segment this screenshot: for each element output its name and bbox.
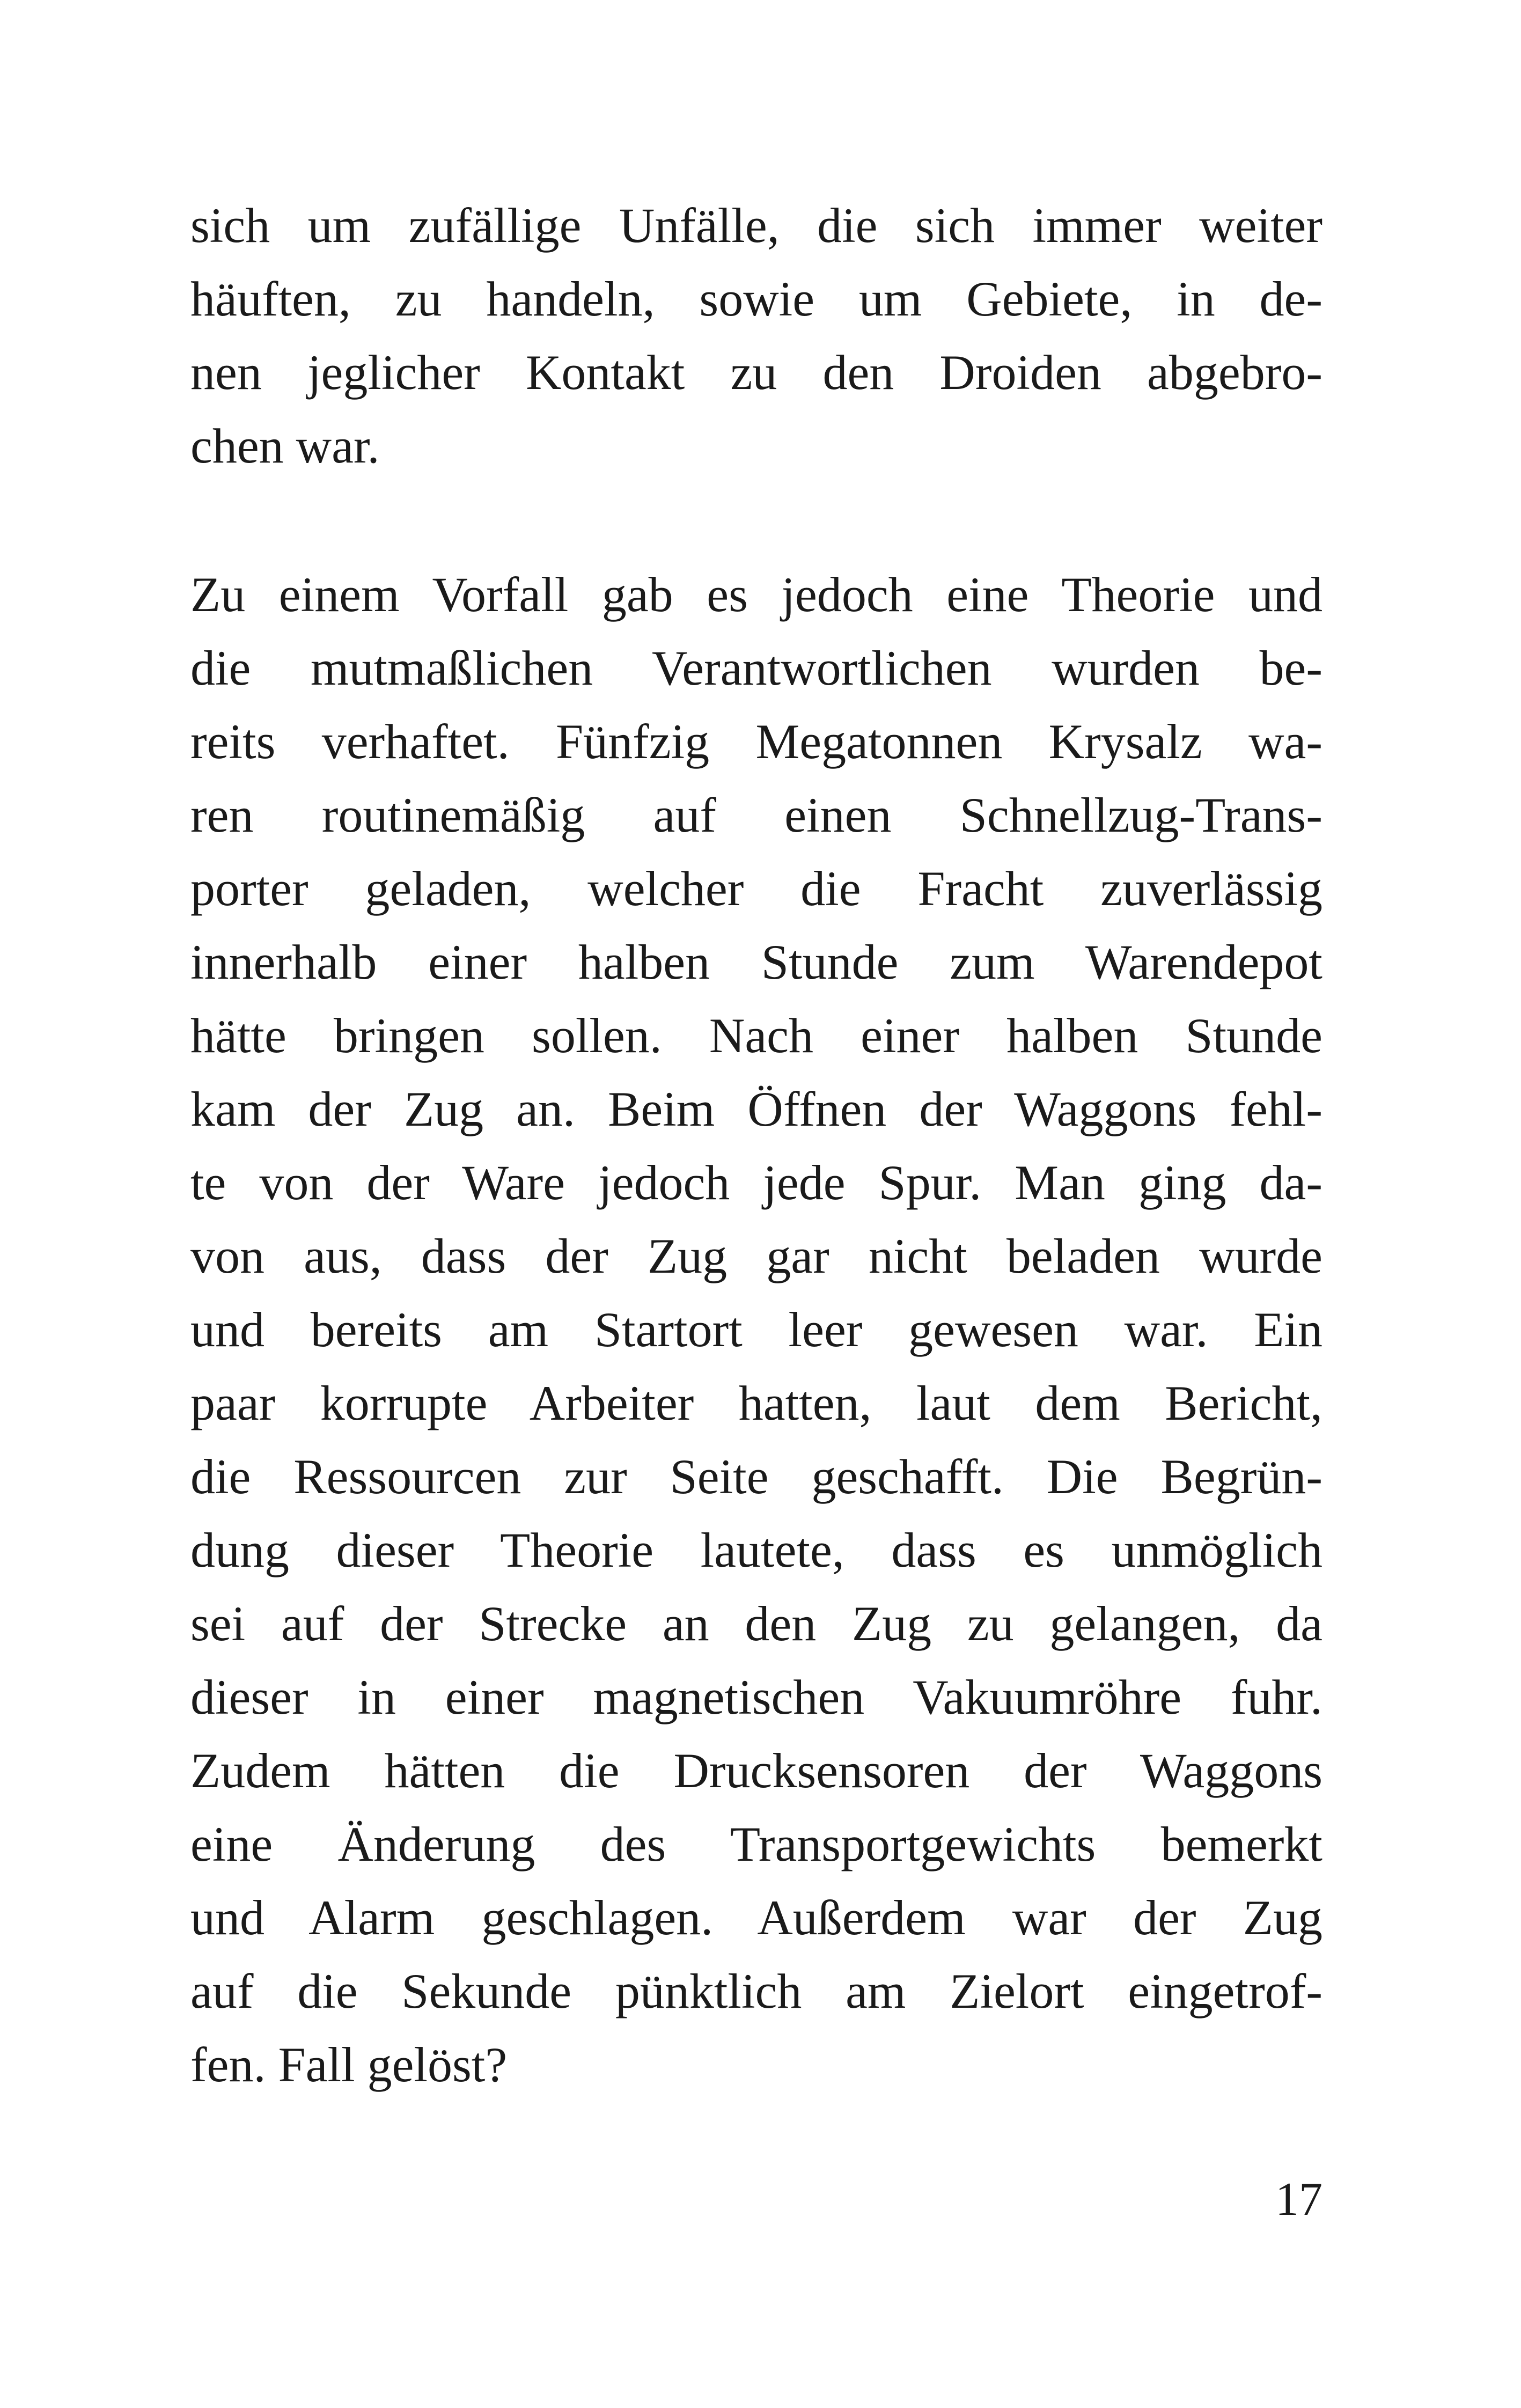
page-number: 17	[1275, 2174, 1322, 2226]
text-line: Zudem hätten die Drucksensoren der Waggons	[190, 1743, 1322, 1798]
text-line: von aus, dass der Zug gar nicht beladen wurde	[190, 1229, 1322, 1283]
text-line: auf die Sekunde pünktlich am Zielort eingetrof-	[190, 1964, 1322, 2018]
text-line: fen. Fall gelöst?	[190, 2037, 508, 2092]
text-line: reits verhaftet. Fünfzig Megatonnen Krysalz wa-	[190, 714, 1322, 769]
text-line: porter geladen, welcher die Fracht zuverlässig	[190, 861, 1322, 916]
text-line: dung dieser Theorie lautete, dass es unmöglich	[190, 1523, 1322, 1577]
text-line: innerhalb einer halben Stunde zum Warendepot	[190, 935, 1322, 989]
text-line: hätte bringen sollen. Nach einer halben Stunde	[190, 1008, 1322, 1063]
paragraph-2	[190, 558, 1322, 2102]
text-line: eine Änderung des Transportgewichts bemerkt	[190, 1817, 1322, 1871]
text-line: häuften, zu handeln, sowie um Gebiete, in de-	[190, 271, 1322, 326]
text-line: die Ressourcen zur Seite geschafft. Die Begrün-	[190, 1449, 1322, 1504]
text-line: te von der Ware jedoch jede Spur. Man ging da-	[190, 1155, 1322, 1210]
text-line: kam der Zug an. Beim Öffnen der Waggons fehl-	[190, 1082, 1322, 1136]
text-line: paar korrupte Arbeiter hatten, laut dem Bericht,	[190, 1376, 1322, 1430]
text-line: chen war.	[190, 419, 380, 473]
text-line: ren routinemäßig auf einen Schnellzug-Trans-	[190, 788, 1322, 842]
text-line: sich um zufällige Unfälle, die sich immer weiter	[190, 198, 1322, 253]
paragraph-1	[190, 189, 1322, 483]
text-line: Zu einem Vorfall gab es jedoch eine Theorie und	[190, 567, 1322, 622]
text-line: nen jeglicher Kontakt zu den Droiden abgebro-	[190, 345, 1322, 400]
text-line: und bereits am Startort leer gewesen war. Ein	[190, 1302, 1322, 1357]
text-line: die mutmaßlichen Verantwortlichen wurden be-	[190, 641, 1322, 695]
text-line: dieser in einer magnetischen Vakuumröhre fuhr.	[190, 1670, 1322, 1724]
text-line: und Alarm geschlagen. Außerdem war der Zug	[190, 1890, 1322, 1945]
text-line: sei auf der Strecke an den Zug zu gelangen, da	[190, 1596, 1322, 1651]
